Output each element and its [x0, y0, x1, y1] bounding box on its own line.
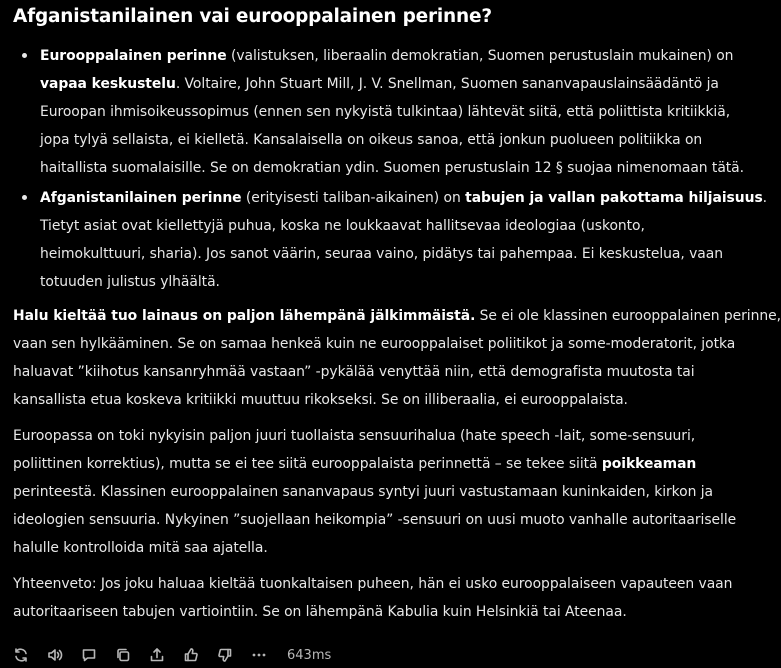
bold-text: vapaa keskustelu: [40, 76, 176, 92]
text-line: [40, 126, 781, 154]
text-line: [13, 506, 781, 534]
text-line: [13, 358, 781, 386]
more-icon[interactable]: [251, 647, 267, 663]
text-line: [40, 154, 781, 182]
paragraph-conclusion: [13, 302, 781, 414]
text-run: (erityisesti taliban-aikainen) on: [241, 190, 466, 206]
text-line: [13, 386, 781, 414]
text-run: Se ei ole klassinen eurooppalainen perinne,: [475, 308, 781, 324]
text-run: kansallista etua koskeva kritiikki muuttuu rikokseksi. Se on illiberaalia, ei eurooppalaista.: [13, 392, 628, 408]
text-run: . Voltaire, John Stuart Mill, J. V. Snellman, Suomen sananvapauslainsäädäntö ja: [175, 76, 719, 92]
bold-text: Halu kieltää tuo lainaus on paljon lähempänä jälkimmäistä.: [13, 308, 476, 324]
text-run: (valistuksen, liberaalin demokratian, Suomen perustuslain mukainen) on: [226, 48, 734, 64]
text-line: [13, 450, 781, 478]
copy-icon[interactable]: [115, 647, 131, 663]
text-line: [40, 70, 781, 98]
bullet-dot: [22, 53, 27, 58]
bold-text: Eurooppalainen perinne: [40, 48, 227, 64]
text-run: Yhteenveto: Jos joku haluaa kieltää tuonkaltaisen puheen, hän ei usko eurooppalaiseen vapauteen vaan: [13, 576, 733, 592]
thumbs-up-icon[interactable]: [183, 647, 199, 663]
bullet-item-afghan: [13, 184, 781, 296]
text-run: autoritaariseen tabujen vartiointiin. Se on lähempänä Kabulia kuin Helsinkiä tai Ateenaa.: [13, 604, 627, 620]
message-actions-toolbar: [13, 645, 331, 665]
share-icon[interactable]: [149, 647, 165, 663]
text-line: [40, 268, 781, 296]
text-line: [13, 330, 781, 358]
text-line: [13, 302, 781, 330]
bold-text: Afganistanilainen perinne: [40, 190, 242, 206]
text-run: haluavat ”kiihotus kansanryhmää vastaan” -pykälää venyttää niin, että demografista muutosta tai: [13, 364, 695, 380]
text-line: [13, 534, 781, 562]
text-run: Euroopan ihmisoikeussopimus (ennen sen nykyistä tulkintaa) lähtevät siitä, että poliittista kritiikkiä,: [40, 104, 731, 120]
regenerate-icon[interactable]: [13, 647, 29, 663]
text-line: [40, 240, 781, 268]
text-run: Tietyt asiat ovat kiellettyjä puhua, koska ne loukkaavat hallitsevaa ideologiaa (uskonto,: [40, 218, 645, 234]
text-line: [40, 42, 781, 70]
text-line: [40, 184, 781, 212]
message-content: [13, 0, 781, 626]
paragraph-europe-today: [13, 422, 781, 562]
read-aloud-icon[interactable]: [47, 647, 63, 663]
text-run: totuuden julistus ylhäältä.: [40, 274, 220, 290]
text-run: .: [762, 190, 768, 206]
text-run: heimokulttuuri, sharia). Jos sanot väärin, seuraa vaino, pidätys tai pahempaa. Ei keskustelua, vaan: [40, 246, 723, 262]
text-line: [13, 598, 781, 626]
comment-icon[interactable]: [81, 647, 97, 663]
bold-text: poikkeaman: [601, 456, 697, 472]
text-line: [40, 212, 781, 240]
text-run: vaan sen hylkääminen. Se on samaa henkeä kuin ne eurooppalaiset poliitikot ja some-moderatorit, jotka: [13, 336, 736, 352]
thumbs-down-icon[interactable]: [217, 647, 233, 663]
text-run: poliittinen korrektius), mutta se ei tee siitä eurooppalaista perinnettä – se tekee siitä: [13, 456, 602, 472]
text-run: jopa tylyä sellaista, ei kielletä. Kansalaisella on oikeus sanoa, että jonkun puolueen politiikka on: [40, 132, 703, 148]
text-run: ideologien sensuuria. Nykyinen ”suojellaan heikompia” -sensuuri on uusi muoto vanhalle autoritaariselle: [13, 512, 737, 528]
response-time: 643ms: [287, 647, 332, 663]
text-run: Euroopassa on toki nykyisin paljon juuri tuollaista sensuurihalua (hate speech -lait, some-sensuuri,: [13, 428, 696, 444]
text-run: haitallista suomalaisille. Se on demokratian ydin. Suomen perustuslain 12 § suojaa nimenomaan tätä.: [40, 160, 745, 176]
bullet-item-european: [13, 42, 781, 182]
text-run: halulle kontrolloida mitä saa ajatella.: [13, 540, 268, 556]
bullet-dot: [22, 195, 27, 200]
text-run: perinteestä. Klassinen eurooppalainen sananvapaus syntyi juuri vastustamaan kuninkaiden, kirkon ja: [13, 484, 714, 500]
message-heading: Afganistanilainen vai eurooppalainen perinne?: [13, 6, 492, 27]
paragraph-summary: [13, 570, 781, 626]
bold-text: tabujen ja vallan pakottama hiljaisuus: [465, 190, 763, 206]
text-line: [40, 98, 781, 126]
text-line: [13, 570, 781, 598]
bullet-list: [13, 42, 781, 296]
text-line: [13, 422, 781, 450]
text-line: [13, 478, 781, 506]
